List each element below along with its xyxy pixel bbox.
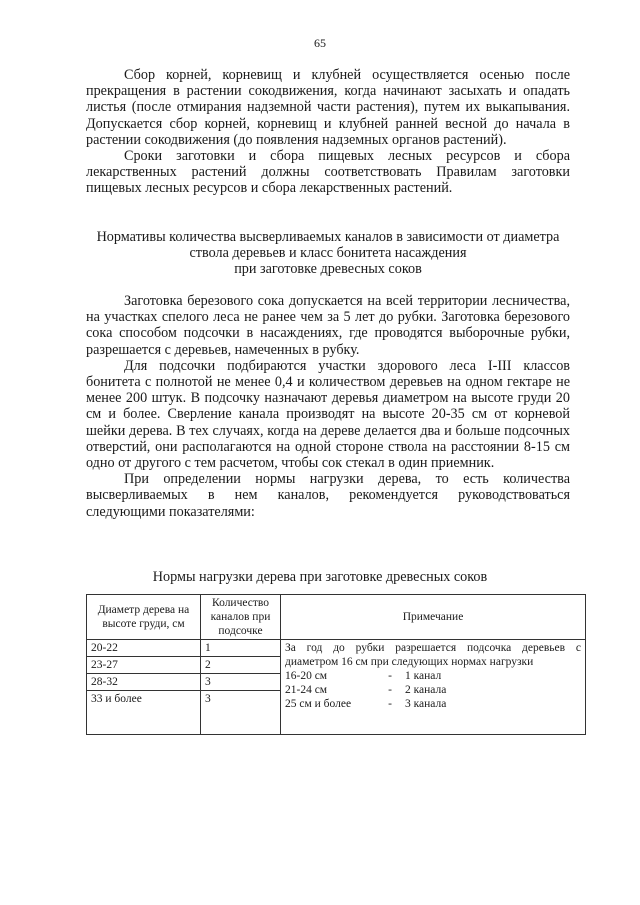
note-dash: - — [388, 670, 392, 682]
paragraph: Заготовка березового сока допускается на всей территории лесничества, на участках спелого леса не ранее чем за 5 лет до рубки. Заготовка березового сока способом подсочки в насаждениях, где проводятся выборочные рубки, разрешается с деревьев, намеченных в рубку. — [86, 293, 570, 358]
diameter-cell: 23-27 — [87, 657, 201, 674]
channels-cell: 3 — [201, 674, 281, 691]
note-value: 2 канала — [405, 684, 447, 696]
norms-table — [86, 594, 586, 735]
paragraph: При определении нормы нагрузки дерева, то есть количества высверливаемых в нем каналов, рекомендуется руководствоваться следующими показателями: — [86, 471, 570, 520]
text-block-top — [86, 67, 570, 197]
note-item — [285, 697, 581, 711]
note-item — [285, 669, 581, 683]
heading-line: при заготовке древесных соков — [234, 261, 422, 278]
note-item — [285, 683, 581, 697]
note-range: 21-24 см — [285, 684, 328, 696]
note-value: 1 канал — [405, 670, 442, 682]
note-dash: - — [388, 684, 392, 696]
paragraph: Сбор корней, корневищ и клубней осуществляется осенью после прекращения в растении сокодвижения, когда начинают засыхать и опадать листья (после отмирания надземной части растения), путем их выкапывания. Допускается сбор корней, корневищ и клубней ранней весной до начала в растении сокодвижения (до появления надземных органов растений). — [86, 67, 570, 148]
diameter-cell: 33 и более — [87, 691, 201, 735]
diameter-cell: 28-32 — [87, 674, 201, 691]
column-header: Примечание — [281, 595, 586, 640]
note-intro: За год до рубки разрешается подсочка деревьев с диаметром 16 см при следующих нормах нагрузки — [285, 642, 581, 668]
note-range: 25 см и более — [285, 698, 352, 710]
text-block-bottom — [86, 293, 570, 520]
column-header: Диаметр дерева на высоте груди, см — [87, 595, 201, 640]
note-cell — [281, 640, 586, 735]
table-header-row — [87, 595, 586, 640]
diameter-cell: 20-22 — [87, 640, 201, 657]
channels-cell: 1 — [201, 640, 281, 657]
page-number: 65 — [314, 36, 326, 50]
table-row — [87, 640, 586, 657]
channels-cell: 3 — [201, 691, 281, 735]
channels-cell: 2 — [201, 657, 281, 674]
heading-line: Нормативы количества высверливаемых каналов в зависимости от диаметра — [96, 229, 560, 245]
paragraph: Сроки заготовки и сбора пищевых лесных ресурсов и сбора лекарственных растений должны соответствовать Правилам заготовки пищевых лесных ресурсов и сбора лекарственных растений. — [86, 148, 570, 197]
note-dash: - — [388, 698, 392, 710]
note-value: 3 канала — [405, 698, 447, 710]
heading-line: ствола деревьев и класс бонитета насаждения — [189, 245, 467, 262]
table-title: Нормы нагрузки дерева при заготовке древесных соков — [152, 569, 488, 585]
paragraph: Для подсочки подбираются участки здорового леса I-III классов бонитета с полнотой не менее 0,4 и количеством деревьев на одном гектаре не менее 200 штук. В подсочку назначают деревья диаметром на высоте груди 20 см и более. Сверление канала производят на высоте 20-35 см от корневой шейки дерева. В тех случаях, когда на дереве делается два и больше подсочных отверстий, они располагаются на одной стороне ствола на расстоянии 8-15 см одно от другого с тем расчетом, чтобы сок стекал в один приемник. — [86, 357, 570, 472]
column-header: Количество каналов при подсочке — [201, 595, 281, 640]
note-range: 16-20 см — [285, 670, 328, 682]
section-heading — [86, 229, 570, 278]
